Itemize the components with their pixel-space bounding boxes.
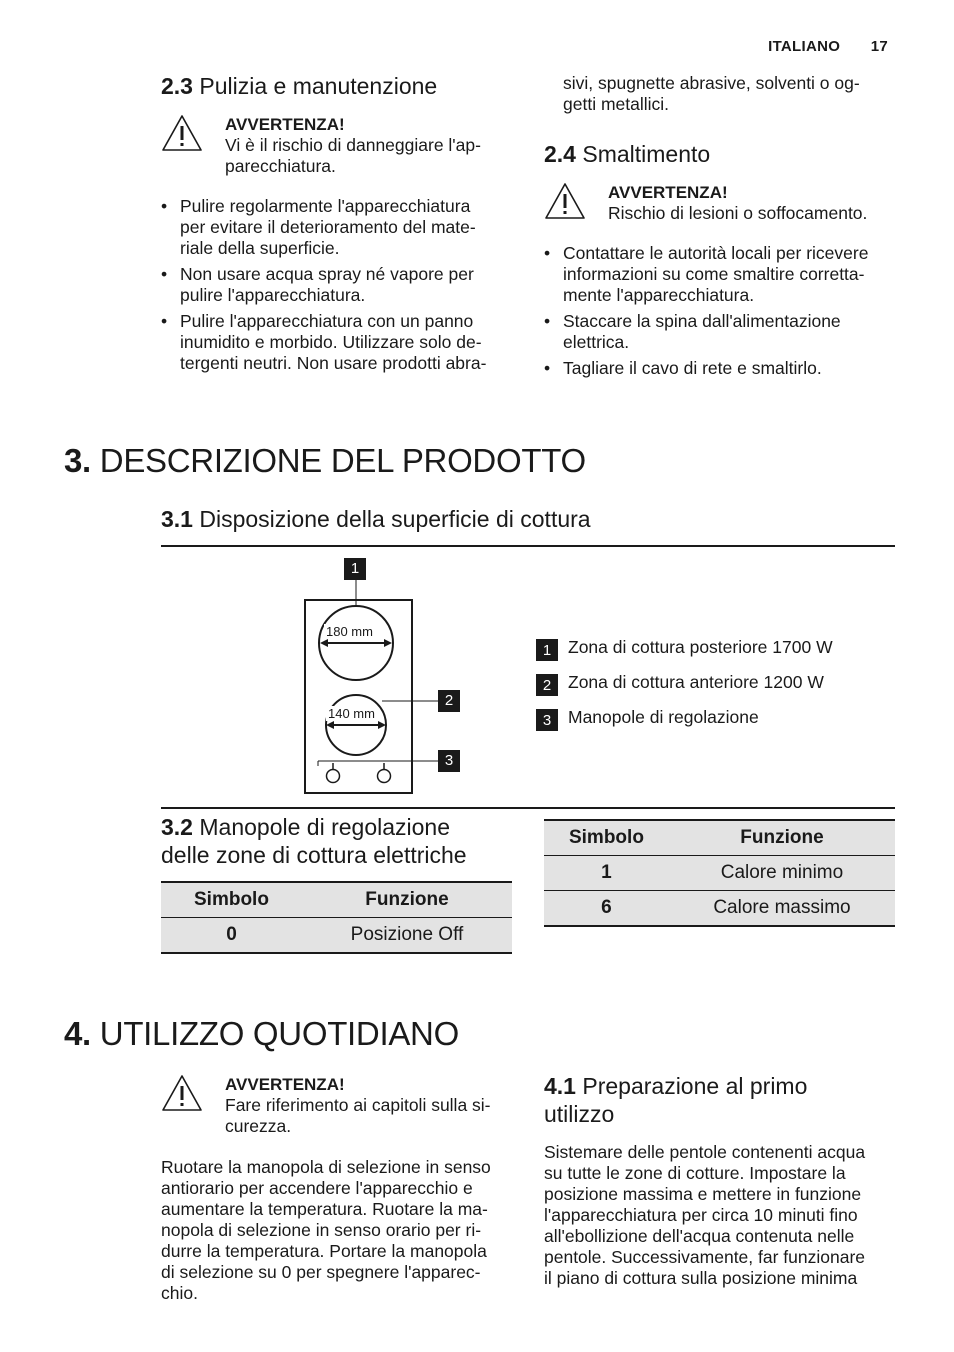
table-cell: 0 xyxy=(161,918,302,954)
warning-line: Rischio di lesioni o soffocamento. xyxy=(608,203,868,223)
chapter-3-heading xyxy=(64,441,586,481)
text-line: sivi, spugnette abrasive, solventi o og- xyxy=(563,73,860,93)
table-cell: Calore minimo xyxy=(669,856,895,891)
list-item-line: riale della superficie. xyxy=(180,238,340,258)
list-item-line: • Non usare acqua spray né vapore per xyxy=(180,264,474,284)
list-item-line: pulire l'apparecchiatura. xyxy=(180,285,366,305)
table-cell: 6 xyxy=(544,891,669,927)
table-header-row xyxy=(544,820,895,856)
legend-text: Zona di cottura posteriore 1700 W xyxy=(568,637,833,657)
warning-box xyxy=(161,114,481,177)
section-title: Preparazione al primo xyxy=(582,1073,808,1099)
knob-icon xyxy=(378,770,391,783)
section-number: 3.1 xyxy=(161,506,193,532)
section-title: delle zone di cottura elettriche xyxy=(161,842,467,868)
list-item xyxy=(544,358,904,379)
column-header: Simbolo xyxy=(544,820,669,856)
text-line: Ruotare la manopola di selezione in senso xyxy=(161,1157,491,1177)
list-item-line: mente l'apparecchiatura. xyxy=(563,285,755,305)
section-2-3-heading xyxy=(161,72,437,100)
text-line: getti metallici. xyxy=(563,94,670,114)
list-item xyxy=(161,196,521,259)
preparation-paragraph xyxy=(544,1142,865,1289)
usage-paragraph xyxy=(161,1157,491,1304)
legend-text: Manopole di regolazione xyxy=(568,707,759,727)
table-header-row xyxy=(161,882,512,918)
text-line: Sistemare delle pentole contenenti acqua xyxy=(544,1142,866,1162)
list-item-line: • Pulire regolarmente l'apparecchiatura xyxy=(180,196,471,216)
header-language: ITALIANO xyxy=(768,38,841,55)
page-header xyxy=(742,38,888,55)
warning-triangle-icon xyxy=(544,182,586,220)
table-cell: Calore massimo xyxy=(669,891,895,927)
continuation-text xyxy=(563,73,860,115)
callout-3: 3 xyxy=(444,752,454,769)
section-title: Smaltimento xyxy=(582,141,711,167)
text-line: l'apparecchiatura per circa 10 minuti fino xyxy=(544,1205,858,1225)
list-item-line: • Pulire l'apparecchiatura con un panno xyxy=(180,311,474,331)
column-header: Funzione xyxy=(669,820,895,856)
section-title: Pulizia e manutenzione xyxy=(199,73,438,99)
warning-box xyxy=(544,182,867,224)
warning-title: AVVERTENZA! xyxy=(225,115,345,134)
warning-box xyxy=(161,1074,491,1137)
legend-number: 1 xyxy=(536,639,558,661)
warning-line: curezza. xyxy=(225,1116,292,1136)
chapter-number: 4. xyxy=(64,1015,91,1052)
text-line: aumentare la temperatura. Ruotare la ma- xyxy=(161,1199,488,1219)
chapter-4-heading xyxy=(64,1014,459,1054)
section-rule xyxy=(161,807,895,809)
table-row xyxy=(544,856,895,891)
knob-table-left xyxy=(161,881,512,954)
chapter-number: 3. xyxy=(64,442,91,479)
arrow-right-icon xyxy=(384,639,392,647)
list-item xyxy=(161,264,521,306)
section-title: Manopole di regolazione xyxy=(199,814,450,840)
arrow-left-icon xyxy=(320,639,328,647)
list-item xyxy=(544,243,904,306)
list-item-line: informazioni su come smaltire corretta- xyxy=(563,264,865,284)
section-number: 2.3 xyxy=(161,73,193,99)
disposal-list xyxy=(544,243,904,384)
legend-item xyxy=(536,704,833,731)
chapter-title: DESCRIZIONE DEL PRODOTTO xyxy=(99,442,586,479)
list-item-line: elettrica. xyxy=(563,332,630,352)
text-line: di selezione su 0 per spegnere l'apparec- xyxy=(161,1262,481,1282)
arrow-right-icon xyxy=(378,721,386,729)
section-3-2-heading xyxy=(161,813,467,869)
warning-triangle-icon xyxy=(161,1074,203,1112)
cleaning-list xyxy=(161,196,521,379)
warning-title: AVVERTENZA! xyxy=(225,1075,345,1094)
column-header: Funzione xyxy=(302,882,512,918)
warning-triangle-icon xyxy=(161,114,203,152)
list-item-line: • Staccare la spina dall'alimentazione xyxy=(563,311,841,331)
legend-item xyxy=(536,669,833,696)
text-line: pentole. Successivamente, far funzionare xyxy=(544,1247,866,1267)
section-title: Disposizione della superficie di cottura xyxy=(199,506,591,532)
callout-1: 1 xyxy=(350,560,360,577)
arrow-left-icon xyxy=(326,721,334,729)
list-item-line: tergenti neutri. Non usare prodotti abra- xyxy=(180,353,487,373)
table-row xyxy=(544,891,895,927)
section-number: 3.2 xyxy=(161,814,193,840)
zone-label-front: 140 mm xyxy=(328,706,375,721)
section-number: 2.4 xyxy=(544,141,576,167)
knob-table-right xyxy=(544,819,895,927)
table-cell: 1 xyxy=(544,856,669,891)
header-page-number: 17 xyxy=(870,38,888,55)
section-4-1-heading xyxy=(544,1072,807,1128)
text-line: su tutte le zone di cotture. Impostare la xyxy=(544,1163,846,1183)
list-item xyxy=(161,311,521,374)
zone-label-rear: 180 mm xyxy=(326,624,373,639)
chapter-title: UTILIZZO QUOTIDIANO xyxy=(99,1015,459,1052)
legend-number: 2 xyxy=(536,674,558,696)
section-number: 4.1 xyxy=(544,1073,576,1099)
text-line: posizione massima e mettere in funzione xyxy=(544,1184,862,1204)
list-item-line: per evitare il deterioramento del mate- xyxy=(180,217,476,237)
list-item-line: • Contattare le autorità locali per ricevere xyxy=(563,243,869,263)
list-item-line: inumidito e morbido. Utilizzare solo de- xyxy=(180,332,482,352)
callout-2: 2 xyxy=(444,692,454,709)
section-rule xyxy=(161,545,895,547)
legend-text: Zona di cottura anteriore 1200 W xyxy=(568,672,824,692)
text-line: nopola di selezione in senso orario per ri- xyxy=(161,1220,482,1240)
table-row xyxy=(161,918,512,954)
column-header: Simbolo xyxy=(161,882,302,918)
text-line: all'ebollizione dell'acqua contenuta nelle xyxy=(544,1226,855,1246)
section-3-1-heading xyxy=(161,505,591,533)
warning-line: Fare riferimento ai capitoli sulla si- xyxy=(225,1095,491,1115)
legend-item xyxy=(536,634,833,661)
text-line: durre la temperatura. Portare la manopola xyxy=(161,1241,487,1261)
text-line: il piano di cottura sulla posizione minima xyxy=(544,1268,858,1288)
knob-icon xyxy=(327,770,340,783)
diagram-legend xyxy=(536,634,833,739)
text-line: antiorario per accendere l'apparecchio e xyxy=(161,1178,473,1198)
table-cell: Posizione Off xyxy=(302,918,512,954)
list-item xyxy=(544,311,904,353)
legend-number: 3 xyxy=(536,709,558,731)
section-title: utilizzo xyxy=(544,1101,615,1127)
list-item-line: • Tagliare il cavo di rete e smaltirlo. xyxy=(563,358,822,378)
warning-line: parecchiatura. xyxy=(225,156,336,176)
text-line: chio. xyxy=(161,1283,198,1303)
warning-title: AVVERTENZA! xyxy=(608,183,728,202)
warning-line: Vi è il rischio di danneggiare l'ap- xyxy=(225,135,481,155)
section-2-4-heading xyxy=(544,140,710,168)
